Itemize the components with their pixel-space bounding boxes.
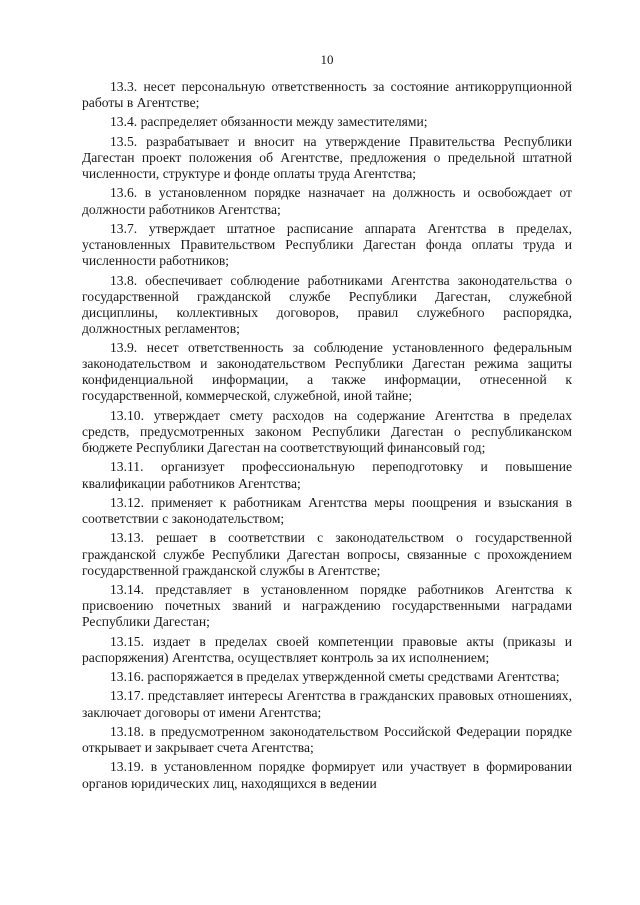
clause-13-11: 13.11. организует профессиональную переподготовку и повышение квалификации работников Агентства; — [82, 459, 572, 491]
clause-13-6: 13.6. в установленном порядке назначает на должность и освобождает от должности работников Агентства; — [82, 185, 572, 217]
clause-13-9: 13.9. несет ответственность за соблюдение установленного федеральным законодательством и законодательством Республики Дагестан режима защиты конфиденциальной информации, а также информации, отнесенной к государственной, коммерческой, служебной, иной тайне; — [82, 340, 572, 404]
clause-13-12: 13.12. применяет к работникам Агентства меры поощрения и взыскания в соответствии с законодательством; — [82, 494, 572, 527]
clause-13-3: 13.3. несет персональную ответственность за состояние антикоррупционной работы в Агентстве; — [82, 79, 572, 111]
page-number: 10 — [320, 52, 334, 67]
clause-13-5: 13.5. разрабатывает и вносит на утверждение Правительства Республики Дагестан проект положения об Агентстве, предложения о предельной штатной численности, структуре и фонде оплаты труда Агентства; — [82, 133, 572, 182]
clause-13-8: 13.8. обеспечивает соблюдение работниками Агентства законодательства о государственной гражданской службе Республики Дагестан, служебной дисциплины, коллективных договоров, правил служебного распорядка, должностных регламентов; — [82, 272, 572, 336]
clause-13-16: 13.16. распоряжается в пределах утвержденной сметы средствами Агентства; — [110, 669, 560, 685]
clause-13-17: 13.17. представляет интересы Агентства в гражданских правовых отношениях, заключает договоры от имени Агентства; — [82, 688, 572, 720]
clause-13-18: 13.18. в предусмотренном законодательством Российской Федерации порядке открывает и закрывает счета Агентства; — [82, 723, 572, 756]
clause-13-19: 13.19. в установленном порядке формирует или участвует в формировании органов юридических лиц, находящихся в ведении — [82, 759, 572, 791]
clause-13-4: 13.4. распределяет обязанности между заместителями; — [110, 114, 428, 130]
clause-13-15: 13.15. издает в пределах своей компетенции правовые акты (приказы и распоряжения) Агентства, осуществляет контроль за их исполнением; — [82, 633, 572, 665]
clause-13-7: 13.7. утверждает штатное расписание аппарата Агентства в пределах, установленных Правительством Республики Дагестан фонда оплаты труда и численности работников; — [82, 220, 572, 269]
clause-13-13: 13.13. решает в соответствии с законодательством о государственной гражданской службе Республики Дагестан вопросы, связанные с прохождением государственной гражданской службы в Агентстве; — [82, 530, 572, 578]
clause-13-14: 13.14. представляет в установленном порядке работников Агентства к присвоению почетных званий и награждению государственными наградами Республики Дагестан; — [82, 581, 572, 630]
clause-13-10: 13.10. утверждает смету расходов на содержание Агентства в пределах средств, предусмотренных законом Республики Дагестан о республиканском бюджете Республики Дагестан на соответствующий финансовый год; — [82, 407, 572, 456]
